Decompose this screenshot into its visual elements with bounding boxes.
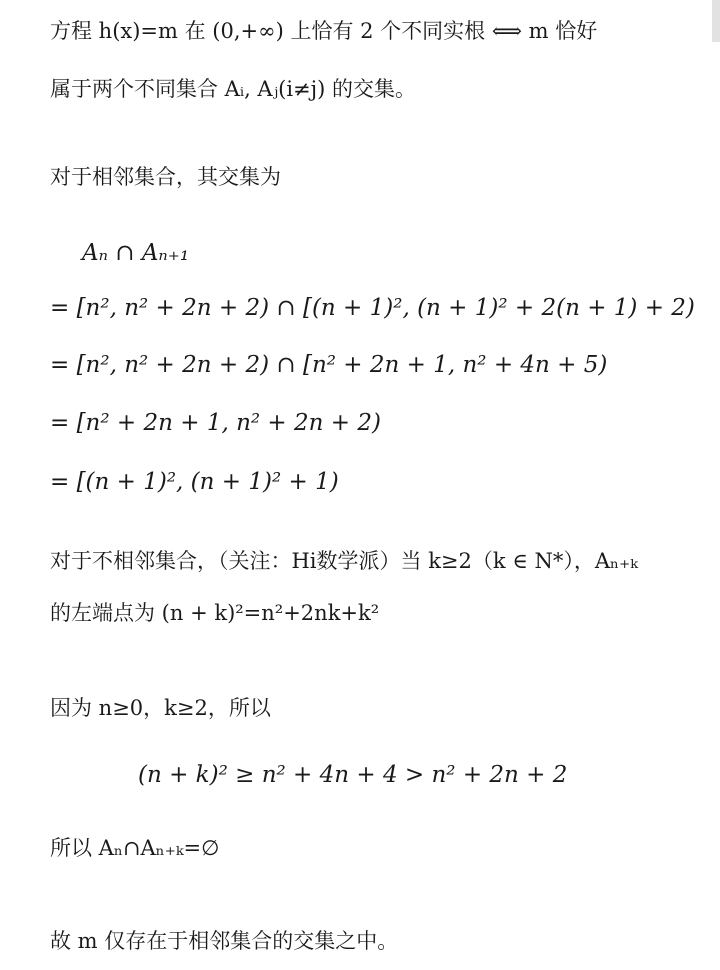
math-line-intersection-expression: Aₙ ∩ Aₙ₊₁ [82,240,190,266]
text-line-equation-root-condition: 方程 h(x)=m 在 (0,+∞) 上恰有 2 个不同实根 ⟺ m 恰好 [50,19,598,43]
math-line-inequality: (n + k)² ≥ n² + 4n + 4 > n² + 2n + 2 [138,762,568,788]
text-line-left-endpoint: 的左端点为 (n + k)²=n²+2nk+k² [50,601,380,625]
math-line-step-1: = [n², n² + 2n + 2) ∩ [(n + 1)², (n + 1)² + 2(n + 1) + 2) [50,295,695,321]
text-line-adjacent-sets-intro: 对于相邻集合，其交集为 [50,165,281,189]
text-line-conclusion: 故 m 仅存在于相邻集合的交集之中。 [50,929,399,953]
math-line-step-2: = [n², n² + 2n + 2) ∩ [n² + 2n + 1, n² + 4n + 5) [50,352,608,378]
scrollbar-thumb[interactable] [712,0,720,42]
text-line-set-intersection-condition: 属于两个不同集合 Aᵢ, Aⱼ(i≠j) 的交集。 [50,77,417,101]
text-line-nonadjacent-sets: 对于不相邻集合，（关注：Hi数学派）当 k≥2（k ∈ N*），Aₙ₊ₖ [50,549,638,573]
text-line-empty-intersection: 所以 Aₙ∩Aₙ₊ₖ=∅ [50,836,220,860]
math-line-step-4: = [(n + 1)², (n + 1)² + 1) [50,469,339,495]
math-line-step-3: = [n² + 2n + 1, n² + 2n + 2) [50,410,381,436]
text-line-because: 因为 n≥0，k≥2，所以 [50,696,271,720]
